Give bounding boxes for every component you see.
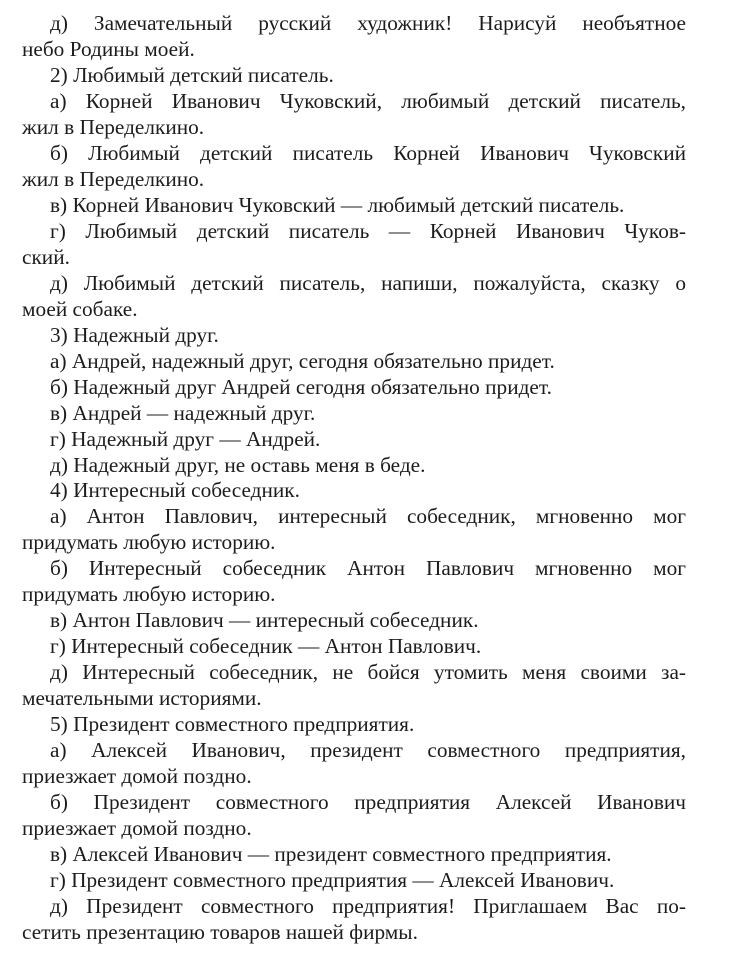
text-line: 4) Интересный собеседник. — [50, 478, 300, 502]
text-line: г) Интересный собеседник — Антон Павлович. — [50, 634, 482, 658]
text-line: 3) Надежный друг. — [50, 323, 219, 347]
text-line: б) Президент совместного предприятия Алексей Иванович — [50, 790, 686, 814]
text-line: д) Надежный друг, не оставь меня в беде. — [50, 453, 426, 477]
text-line: придумать любую историю. — [22, 530, 276, 554]
text-line: в) Алексей Иванович — президент совместного предприятия. — [50, 842, 612, 866]
text-line: жил в Переделкино. — [22, 167, 205, 191]
text-line: приезжает домой поздно. — [22, 764, 252, 788]
text-line: в) Андрей — надежный друг. — [50, 401, 316, 425]
text-line: г) Президент совместного предприятия — Алексей Иванович. — [50, 868, 615, 892]
text-line: г) Любимый детский писатель — Корней Иванович Чуков- — [50, 219, 686, 243]
text-line: моей собаке. — [22, 297, 138, 321]
text-line: в) Корней Иванович Чуковский — любимый детский писатель. — [50, 193, 625, 217]
text-line: д) Интересный собеседник, не бойся утомить меня своими за- — [50, 660, 686, 684]
text-line: б) Надежный друг Андрей сегодня обязательно придет. — [50, 375, 552, 399]
text-line: 2) Любимый детский писатель. — [50, 63, 334, 87]
text-line: мечательными историями. — [22, 686, 262, 710]
text-line: а) Антон Павлович, интересный собеседник, мгновенно мог — [50, 504, 686, 528]
text-line: а) Корней Иванович Чуковский, любимый детский писатель, — [50, 89, 686, 113]
text-line: д) Замечательный русский художник! Нарисуй необъятное — [50, 11, 686, 35]
text-line: 5) Президент совместного предприятия. — [50, 712, 415, 736]
text-line: д) Президент совместного предприятия! Приглашаем Вас по- — [50, 894, 686, 918]
text-line: б) Любимый детский писатель Корней Иванович Чуковский — [50, 141, 686, 165]
text-line: ский. — [22, 245, 70, 269]
text-line: небо Родины моей. — [22, 37, 195, 61]
text-line: сетить презентацию товаров нашей фирмы. — [22, 920, 418, 944]
text-line: д) Любимый детский писатель, напиши, пожалуйста, сказку о — [50, 271, 686, 295]
text-line: а) Андрей, надежный друг, сегодня обязательно придет. — [50, 349, 555, 373]
text-line: г) Надежный друг — Андрей. — [50, 427, 321, 451]
text-line: жил в Переделкино. — [22, 115, 205, 139]
text-line: придумать любую историю. — [22, 582, 276, 606]
text-line: а) Алексей Иванович, президент совместного предприятия, — [50, 738, 686, 762]
text-line: приезжает домой поздно. — [22, 816, 252, 840]
text-line: б) Интересный собеседник Антон Павлович мгновенно мог — [50, 556, 686, 580]
text-line: в) Антон Павлович — интересный собеседник. — [50, 608, 479, 632]
